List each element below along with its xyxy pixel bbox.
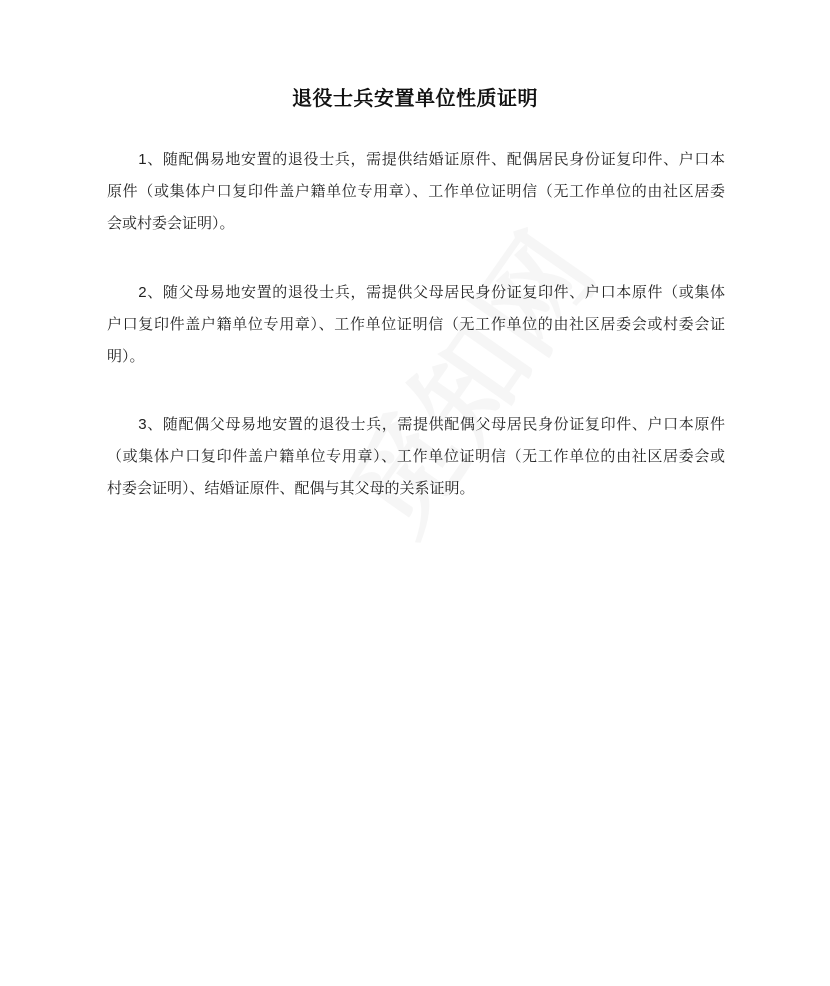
paragraph-line: 1、随配偶易地安置的退役士兵，需提供结婚证原件、配偶居民身份证复印件、户口本 <box>107 151 725 168</box>
document-title: 退役士兵安置单位性质证明 <box>292 88 538 110</box>
paragraph-line: （或集体户口复印件盖户籍单位专用章）、工作单位证明信（无工作单位的由社区居委会或 <box>107 448 725 465</box>
paragraph-line: 2、随父母易地安置的退役士兵，需提供父母居民身份证复印件、户口本原件（或集体 <box>107 284 725 301</box>
paragraph-line: 原件（或集体户口复印件盖户籍单位专用章）、工作单位证明信（无工作单位的由社区居委 <box>107 183 725 200</box>
paragraph-line: 会或村委会证明）。 <box>107 215 235 232</box>
paragraph-line: 3、随配偶父母易地安置的退役士兵，需提供配偶父母居民身份证复印件、户口本原件 <box>107 416 725 433</box>
paragraph-line: 明）。 <box>107 348 145 365</box>
watermark <box>306 199 625 560</box>
paragraph-2 <box>107 277 725 373</box>
paragraph-1 <box>107 144 725 240</box>
paragraph-line: 村委会证明）、结婚证原件、配偶与其父母的关系证明。 <box>107 480 475 497</box>
paragraph-3 <box>107 409 725 505</box>
paragraph-line: 户口复印件盖户籍单位专用章）、工作单位证明信（无工作单位的由社区居委会或村委会证 <box>107 316 725 333</box>
